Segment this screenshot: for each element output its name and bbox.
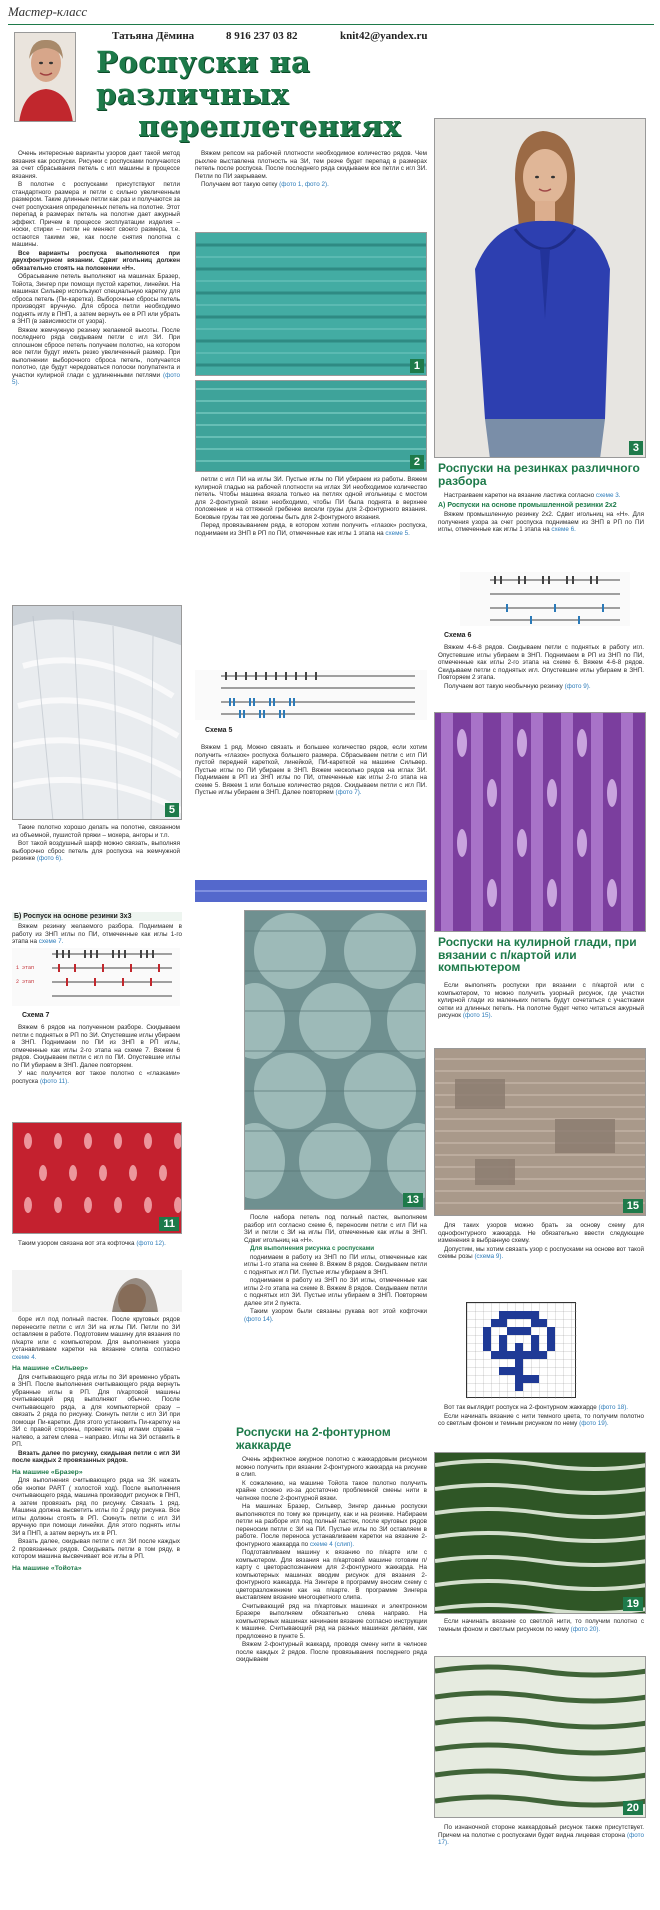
col2-p1: Вяжем репсом на рабочей плотности необходимое количество рядов. Чем рыхлее выставлена плотность на ЗИ, тем резче будет перепад в размерах петель после роспуска. После последнего ряда скидываем все петли с игл ЗИ. Петли по ПИ закрываем. [195,150,427,180]
photo-19 [434,1452,646,1614]
col1-p3: Все варианты роспуска выполняются при двухфонтурном вязании. Сдвиг игольниц должен обязательно стоять на положении «Н». [12,249,180,272]
col2-p16: Вяжем 2-фонтурный жаккард, проводя смену нити в челноке после каждых 2 рядов. После провязывания последнего ряда скидываем [236,1641,427,1663]
section-2-fonture-jacquard: Роспуски на 2-фонтурном жаккарде [236,1425,391,1452]
col2-body-3 [244,1214,427,1324]
col2-p4 [195,522,427,537]
col3-p8-text: Вот так выглядит роспуск на 2-фонтурном жаккарде [444,1404,597,1411]
b-p3-text: У нас получится вот такое полотно с «глазками» роспуска [12,1070,180,1085]
col3-p11-ref[interactable]: (фото 17). [438,1831,644,1846]
b-section [12,912,182,947]
scheme-5 [195,670,427,720]
scheme-7-row2: 2 этап [16,979,35,985]
section-3-plain: Роспуски на кулирной глади, при вязании с п/картой или компьютером [438,935,637,974]
col3-body-2 [438,644,644,691]
col2-p13 [236,1503,427,1548]
scheme-7-caption: Схема 7 [22,1012,50,1019]
col1-p5-text: Вяжем жемчужную резинку желаемой высоты. После последнего ряда скидываем петли с игл ЗИ. При сплошном сбросе петель получаем полотно, на котором все петли будут иметь резко увеличенный размер. При выполнении выборочного сброса петель, получается полотно, где будут чередоваться полоски полупатента и участки кулирной глади с удлиненными петлями [12,326,180,379]
col3-p6: Для таких узоров можно брать за основу схему для однофонтурного жаккарда. Не обязательно ввести следующие изменения в выбранную схему. [438,1222,644,1244]
col2-body-2 [195,744,427,798]
col3-p4-ref[interactable]: (фото 9). [564,682,591,690]
col3-p1-text: Настраиваем каретки на вязание ластика согласно [444,492,595,499]
scheme-7 [12,948,180,1006]
col2-intro [195,150,427,190]
photo-11 [12,1122,182,1234]
silver-text: Для считывающего ряда иглы по ЗИ временно убрать в ЗНП. После выполнения считывающего ряда вернуть убранные иглы в РП. Для п/картовой машины считывающий ряд выполняют обычно. После считывающего ряда, а для компьютерной сразу – связать 2 ряда по рисунку. Скинуть петли с игл ЗИ при помощи Пи-каретки. Для этого установить Пи-каретку на ЗИ с правой стороны, провести над иглами справа – налево, а затем слева – направо. Иглы на ЗИ оставить в РП. [12,1373,180,1448]
col1-p9 [12,1316,180,1361]
col2-p10-text: Таким узором были связаны рукава вот этой кофточки [250,1308,427,1315]
photo-2-number: 2 [410,455,424,469]
author-avatar [14,32,76,122]
col2-body-1 [195,476,427,538]
col3-p1 [438,492,644,500]
col1-p4: Обрасывание петель выполняют на машинах Бразер, Тойота, Зингер при помощи пустой каретки, линейки. На машинах Сильвер используют специальную каретку для сброса петель (Пи-каретка). Выборочные сбросы петель производят вручную. Для сброса петли необходимо поднять иглу в ПНП, а затем вернуть ее в РП или убрать в ЗНП (в зависимости от узора). [12,273,180,325]
author-name: Татьяна Дёмина [112,30,195,42]
col2-p11: Очень эффектное ажурное полотно с жаккардовым рисунком можно получить при вязании 2-фонтурного жаккарда на рисунке в слип. [236,1456,427,1478]
title-line-1: Роспуски на различных [96,45,311,111]
photo-3-number: 3 [629,441,643,455]
scheme-9-rose [466,1302,576,1398]
col2-p5-ref[interactable]: (фото 7). [335,789,362,796]
title-line-2: переплетениях [138,109,401,143]
col1-p1: Очень интересные варианты узоров дает такой метод вязания как роспуски. Рисунки с роспусками получаются за счет сбрасывания петель с игл машины в процессе вязания. [12,150,180,180]
photo-1 [195,232,427,376]
a-section-title: А) Роспуски на основе промышленной резинки 2х2 [438,501,617,509]
col3-p2-ref[interactable]: схеме 6. [551,526,576,533]
photo-5 [12,605,182,820]
col3-p2 [438,511,644,534]
col3-p8-ref[interactable]: (фото 18). [598,1404,629,1411]
col1-p5-ref[interactable]: (фото 5). [12,371,180,386]
col1-p7-ref[interactable]: (фото 6). [36,855,63,862]
col1-p6: Такие полотно хорошо делать на полотне, связанном из объемной, пушистой пряжи – мохера, ангоры и т.п. [12,824,180,839]
col3-body-3 [438,982,644,1021]
b-p1-ref[interactable]: схеме 7. [38,938,64,945]
col1-p7-text: Вот такой воздушный шарф можно связать, выполняя выборочно сброс петель для роспуска на жемчужной резинке [12,840,180,862]
col3-p4-text: Получаем вот такую необычную резинку [444,682,563,690]
photo-20 [434,1656,646,1818]
col1-intro [12,150,180,388]
col3-p7-ref[interactable]: (схема 9). [474,1253,504,1260]
col3-p9-ref[interactable]: (фото 19). [579,1420,609,1427]
col2-p12: К сожалению, на машине Тойота такое полотно получить крайне сложно из-за достаточно проблемной смены нити в челноке после 2-фонтурной вязки. [236,1479,427,1502]
brother-text: Для выполнения считывающего ряда на ЗК нажать обе кнопки PART ( холостой ход). После выполнения считывающего ряда, машина производит рисунок в ПНП, а затем провязать ряд по рисунку. Связать 1 ряд. Машина должна высветить иглы по 2 ряду рисунка. Все иглы должны стоять в РП. Скинуть петли с игл ЗИ вручную при помощи линейки. Для этого поднять иглы ЗИ в ПНП, а затем вернуть их в РП. [12,1477,180,1537]
brother-heading: На машине «Бразер» [12,1468,83,1476]
photo-1-number: 1 [410,359,424,373]
photo-12-caption [12,1240,180,1249]
author-email[interactable]: knit42@yandex.ru [340,30,428,42]
col1-machines [12,1316,180,1573]
photo-11-number: 11 [159,1217,179,1231]
col2-p13-text: На машинах Бразер, Сильвер, Зингер данные роспуски выполняются по тому же принципу, как и на резинке. Набираем петли на разборе игл под полный пастек, после круговых рядов переносим петли с ЗИ на ПИ. Пустые иглы по ЗИ оставляем в работе. После переноса устанавливаем каретки на вязание 2-фонтурного жаккарда по [236,1503,427,1548]
col2-p10-ref[interactable]: (фото 14). [244,1315,274,1323]
col3-body-4 [438,1222,644,1262]
photo-20-number: 20 [623,1801,643,1815]
col1-p7 [12,840,180,863]
b-section-p1 [12,923,182,946]
col1-after-photo5 [12,824,180,864]
section-1-ribs: Роспуски на резинках различного разбора [438,461,640,488]
col2-p8: поднимаем в работу из ЗНП по ПИ иглы, отмеченные как иглы 1-го этапа на схеме 8. Вяжем 8 рядов. Скидываем петли с поднятых игл ПИ. Пустые иглы убираем в ЗНП. [244,1253,427,1276]
col1-p9-ref[interactable]: схеме 4. [12,1353,37,1361]
col3-p9 [438,1413,644,1428]
col3-p7 [438,1246,644,1261]
header-line [8,24,654,25]
col3-p8 [438,1404,644,1412]
col1-p8-ref[interactable]: (фото 12). [136,1240,166,1247]
b-p1-text: Вяжем резинку желаемого разбора. Поднимаем в работу из ЗНП иглы по ПИ, отмеченные как иглы 1-го этапа на [12,923,182,945]
col3-p11-text: По изнаночной стороне жаккардовый рисунок также присутствует. Причем на полотне с роспусками будет видна лицевая сторона [438,1824,644,1839]
col3-p5-text: Если выполнять роспуски при вязании с п/картой или с компьютером, то можно получить узорный рисунок, где участки кулирной глади из маленьких петель будут сочетаться с участками сетки из длинных петель. На полотне будет четко читаться ажурный рисунок [438,982,644,1019]
photo-3 [434,118,646,458]
col2-p14: Подготавливаем машину к вязанию по п/карте или с компьютером. Для вязания на п/картовой машине готовим п/карту с цветораспознанием для 2-фонтурного жаккарда. На компьютерных машинах вводим рисунок для вязания 2-фонтурного жаккарда. На Зингере в программу вносим схему с цветоразложением как на п/карте. В программе Зингера выставляем вязание многоцветного слипа. [236,1549,427,1601]
col3-p10-ref[interactable]: (фото 20). [570,1625,601,1633]
photo-2 [195,380,427,472]
col3-p5 [438,982,644,1020]
photo-5-number: 5 [165,803,179,817]
col2-p9: поднимаем в работу из ЗНП по ЗИ иглы, отмеченные как иглы 2-го этапа на схеме 8. Вяжем 8 рядов. Скидываем петли с поднятых игл ЗИ. Пустые иглы убираем в ЗНП. Повторяем далее эти 2 пункта. [244,1277,427,1307]
photo-15-number: 15 [623,1199,643,1213]
b-section-body [12,1024,180,1086]
photo-15 [434,1048,646,1216]
col3-p7-text: Допустим, мы хотим связать узор с роспусками на основе вот такой схемы розы [438,1245,644,1260]
photo-12 [12,1270,182,1312]
col2-p10 [244,1308,427,1323]
col3-p10 [438,1618,644,1633]
col3-p11 [438,1824,644,1847]
col2-p6: После набора петель под полный пастек, выполняем разбор игл согласно схеме 6, переносим петли с игл ПИ на ЗИ и петли с ЗИ на иглы ПИ, отмеченные как иглы в ЗНП. Сдвиг игольниц на «Н». [244,1214,427,1244]
col3-body-6 [438,1618,644,1634]
col1-p9-text: боре игл под полный пастек. После круговых рядов перенесите петли с игл ЗИ на иглы ПИ. Петли по ЗИ оставляем в работе. Подготовим машину для вязания по п/карте или с компьютером. Для выполнения узора устанавливаем каретки на вязание слипа согласно [12,1316,180,1353]
col2-p15: Считывающий ряд на п/картовых машинах и электронном Бразере выполняем обязательно слева направо. На компьютерных машинах начинаем вязание согласно инструкции к машине. Считывающий ряд на разных машинах делаем, как предложено в пункте 5. [236,1602,427,1640]
brother-text-2: Вязать далее, скидывая петли с игл ЗИ после каждых 2 провязанных рядов. Скидывать петли в том ряду, в котором машина высвечивает все иглы в РП. [12,1538,180,1560]
col1-p8-text: Таким узором связана вот эта кофточка [18,1240,135,1247]
col2-p5 [195,744,427,797]
col2-p4-ref[interactable]: схеме 5. [385,529,410,537]
scheme-6-caption: Схема 6 [444,632,472,639]
scheme-5-caption: Схема 5 [205,727,233,734]
col1-p5 [12,327,180,387]
col3-p5-ref[interactable]: (фото 15). [462,1012,493,1019]
col3-p1-ref[interactable]: схеме 3. [595,492,621,499]
photo-19-number: 19 [623,1597,643,1611]
section-label: Мастер-класс [8,4,88,19]
photo-13 [244,910,426,1210]
author-phone: 8 916 237 03 82 [226,30,298,42]
toyota-heading: На машине «Тойота» [12,1564,82,1572]
b-p3 [12,1070,180,1085]
silver-text-2: Вязать далее по рисунку, скидывая петли с игл ЗИ после каждых 2 провязанных рядов. [12,1449,180,1464]
col3-p4 [438,683,644,691]
col2-p2-ref[interactable]: (фото 1, фото 2). [279,181,329,188]
col3-p10-text: Если начинать вязание со светлой нити, то получим полотно с темным фоном и светлым рисунком по нему [438,1618,644,1633]
col2-p2-text: Получаем вот такую сетку [201,181,278,188]
col2-body-4 [236,1456,427,1665]
col3-body-1 [438,492,644,535]
col3-body-7 [438,1824,644,1848]
col3-p2-text: Вяжем промышленную резинку 2х2. Сдвиг игольниц на «Н». Для получения узора за счет роспуска поднимаем из ЗНП в РП по ПИ иглы, отмеченные как иглы 1 этапа на [438,511,644,533]
photo-13-number: 13 [403,1193,423,1207]
col3-p9-text: Если начинать вязание с нити темного цвета, то получим полотно со светлым фоном и темным рисунком по нему [438,1412,644,1427]
b-p2: Вяжем 6 рядов на полученном разборе. Скидываем петли с поднятых в РП по ЗИ. Опустевшие иглы убираем в ЗНП. Поднимаем по ПИ из ЗНП в РП иглы, отмеченные как иглы 2-го этапа на схеме 7. Вяжем 6 рядов. Скидываем петли с игл по ПИ. Опустевшие иглы по ПИ убираем в ЗНП. Далее повторяем. [12,1024,180,1069]
col1-p2: В полотне с роспусками присутствуют петли стандартного размера и петли с сильно увеличенным размером. Такие длинные петли как раз и получаются за счет роспускания определенных петель на полотне. Этот перепад в размерах петель на полотне дает ажурный эффект. Причем в процессе эксплуатации изделия – носки, стирки – петли не меняют своего размера, т.е. остаются такими же, как после снятия полотна с машины. [12,181,180,248]
b-section-title: Б) Роспуск на основе резинки 3х3 [12,912,182,921]
col3-p3: Вяжем 4-6-8 рядов. Скидываем петли с поднятых в работу игл. Опустевшие иглы убираем в ЗНП. Поднимаем в РП из ЗНП по ПИ, отмеченные как иглы 2-го этапа на схеме 6. Вяжем 4-6-8 рядов. Скидываем петли с поднятых игл. Опустевшие иглы убираем в ЗНП. Повторяем 2 этапа. [438,644,644,681]
col2-p3: петли с игл ПИ на иглы ЗИ. Пустые иглы по ПИ убираем из работы. Вяжем кулирной гладью на рабочей плотности на иглах ЗИ необходимое количество петель. Чтобы машина вязала только на петлях одной игольницы с мостом для 2-фонтурной вязки необходимо, чтобы ПИ была поднята в верхнее положение и на оттяжной гребенке висели грузы для 2-фонтурного вязания. Боковые грузы так же должны быть для 2-фонтурного вязания. [195,476,427,521]
photo-9 [434,712,646,932]
photo-7 [195,880,427,902]
b-p3-ref[interactable]: (фото 11). [39,1077,70,1085]
scheme-6 [460,572,630,626]
col2-p5-text: Вяжем 1 ряд. Можно связать и большее количество рядов, если хотим получить «глазок» роспуска большего размера. Сбрасываем петли с игл ПИ пустой передней кареткой, линейкой, ПИ-кареткой на машине Сильвер. Пустые иглы по ПИ убираем в ЗНП. Вяжем несколько рядов на иглах ЗИ. Поднимаем в РП из ЗНП иглы по ПИ, отмеченные как иглы 2-го этапа на схеме 5. Вяжем 1 или больше количество рядов. Скидываем петли с игл ПИ. Пустые иглы убираем в ЗНП. Далее повторяем [195,744,427,796]
col3-body-5 [438,1404,644,1429]
col2-p13-ref[interactable]: схеме 4 (слип). [309,1540,355,1548]
scheme-7-row1: 1 этап [16,965,35,971]
col2-p7: Для выполнения рисунка с роспусками [250,1245,375,1252]
col2-p2 [195,181,427,189]
silver-heading: На машине «Сильвер» [12,1365,89,1372]
col2-p4-text: Перед провязыванием ряда, в котором хотим получить «глазок» роспуска, поднимаем из ЗНП в РП по ПИ, отмеченные как иглы 1 этапа на [195,522,427,537]
